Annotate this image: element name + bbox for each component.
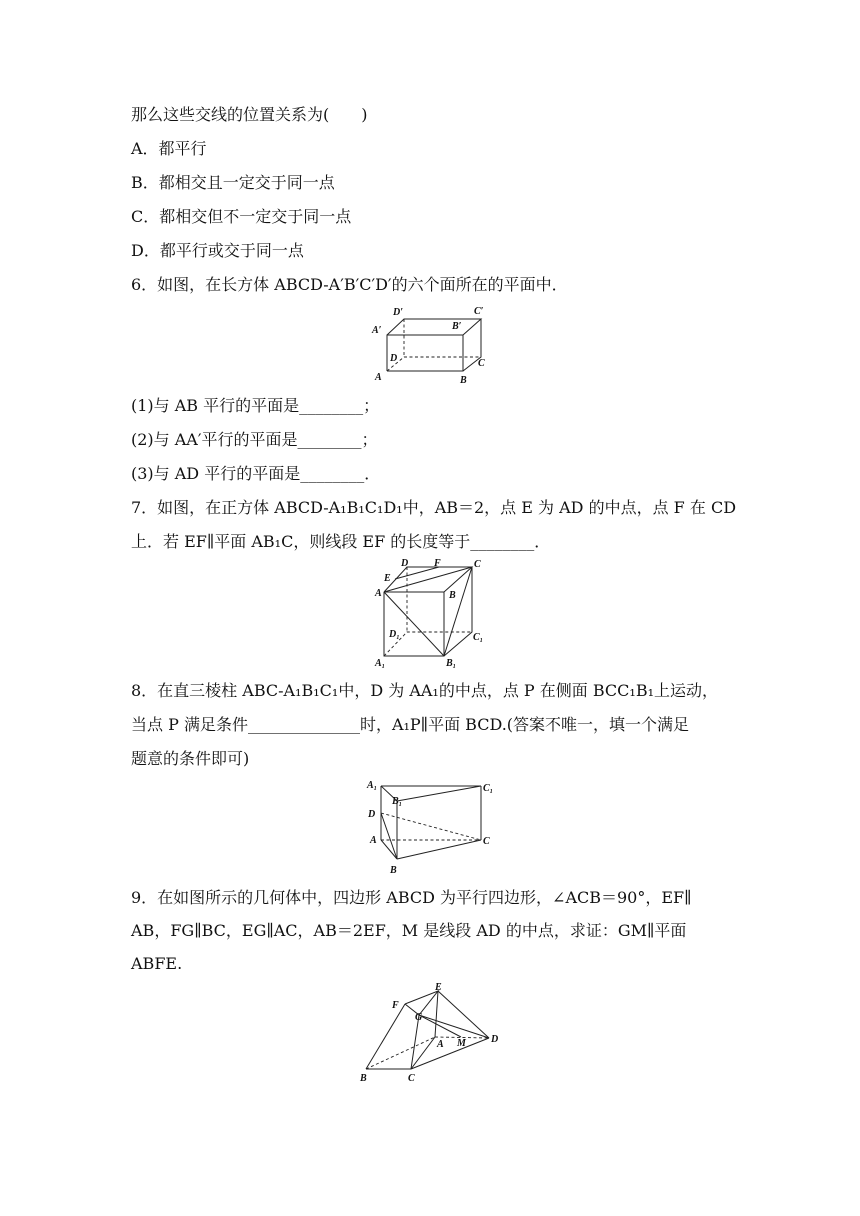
q5-option-c: C．都相交但不一定交于同一点 (131, 207, 352, 226)
q6-part-3: (3)与 AD 平行的平面是________． (131, 464, 381, 483)
q8-label-a: A (370, 835, 377, 846)
q9-label-c: C (408, 1073, 415, 1084)
q6-label-b-prime: B′ (452, 321, 462, 332)
q6-stem: 6．如图，在长方体 ABCD-A′B′C′D′的六个面所在的平面中． (131, 275, 568, 294)
q6-part-1: (1)与 AB 平行的平面是________； (131, 396, 380, 415)
q7-label-d1: D₁ (389, 629, 400, 640)
q7-label-b1: B₁ (446, 658, 457, 669)
q5-option-b: B．都相交且一定交于同一点 (131, 173, 335, 192)
q8-prism-figure (364, 776, 500, 878)
q8-label-a1: A₁ (367, 780, 378, 791)
q7-stem-line-1: 7．如图，在正方体 ABCD-A₁B₁C₁D₁中，AB＝2，点 E 为 AD 的中点，点 F 在 CD (131, 498, 737, 517)
q8-stem-line-1: 8．在直三棱柱 ABC-A₁B₁C₁中，D 为 AA₁的中点，点 P 在侧面 BCC₁B₁上运动， (131, 681, 718, 700)
q6-label-a: A (375, 372, 382, 383)
q6-label-b: B (460, 375, 467, 386)
q9-label-m: M (457, 1038, 466, 1049)
q7-label-a: A (375, 588, 382, 599)
q5-option-a: A．都平行 (131, 139, 207, 158)
q9-stem-line-1: 9．在如图所示的几何体中，四边形 ABCD 为平行四边形，∠ACB＝90°，EF∥ (131, 888, 692, 907)
q6-label-d-prime: D′ (393, 307, 404, 318)
q7-label-e: E (384, 573, 391, 584)
q6-part-2: (2)与 AA′平行的平面是________； (131, 430, 378, 449)
q9-solid-figure (356, 982, 506, 1086)
q6-label-a-prime: A′ (372, 325, 382, 336)
q7-label-b: B (449, 590, 456, 601)
q6-label-c-prime: C′ (474, 306, 484, 317)
q9-label-d: D (491, 1034, 499, 1045)
q7-label-a1: A₁ (375, 658, 386, 669)
q6-label-d: D (390, 353, 398, 364)
q7-label-c1: C₁ (473, 632, 484, 643)
q6-label-c: C (478, 358, 485, 369)
q9-label-g: G (415, 1012, 423, 1023)
q8-label-b: B (390, 865, 397, 876)
q5-stem-tail: 那么这些交线的位置关系为( ) (131, 105, 368, 124)
q7-stem-line-2: 上．若 EF∥平面 AB₁C，则线段 EF 的长度等于________． (131, 532, 551, 551)
q8-label-c: C (483, 836, 490, 847)
q8-label-d: D (368, 809, 376, 820)
q6-cuboid-figure (366, 303, 496, 389)
q8-label-b1: B₁ (392, 796, 403, 807)
q9-stem-line-2: AB，FG∥BC，EG∥AC，AB＝2EF，M 是线段 AD 的中点，求证：GM∥平面 (131, 921, 687, 940)
q8-stem-line-2: 当点 P 满足条件______________时，A₁P∥平面 BCD.(答案不唯一，填一个满足 (131, 715, 690, 734)
q9-label-b: B (360, 1073, 367, 1084)
q7-label-d: D (401, 558, 409, 569)
q8-stem-line-3: 题意的条件即可) (131, 749, 250, 768)
q7-label-c: C (474, 559, 481, 570)
q9-label-a: A (437, 1039, 444, 1050)
q9-label-e: E (435, 982, 442, 993)
q7-label-f: F (434, 558, 441, 569)
q5-option-d: D．都平行或交于同一点 (131, 241, 304, 260)
q9-stem-line-3: ABFE. (131, 954, 183, 973)
q7-cube-figure (370, 558, 490, 672)
q9-label-f: F (392, 1000, 399, 1011)
q8-label-c1: C₁ (483, 783, 494, 794)
